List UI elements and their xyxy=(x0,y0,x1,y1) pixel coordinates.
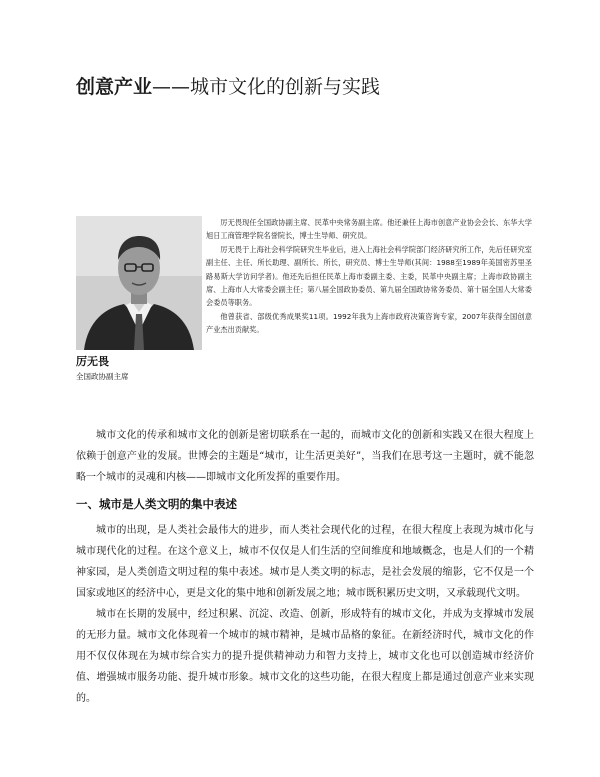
title-main: 创意产业 xyxy=(76,76,153,98)
portrait-image xyxy=(76,216,202,350)
bio-paragraph: 厉无畏于上海社会科学院研究生毕业后，进入上海社会科学院部门经济研究所工作，先后任研究室副主任、主任、所长助理、副所长、所长，研究员、博士生导师(其间：1988至1989年美国密苏里圣路易斯大学访问学者)。他还先后担任民革上海市委副主委、主委，民革中央副主席；上海市政协副主席、上海市人大常委会副主任；第八届全国政协委员、第九届全国政协常务委员、第十届全国人大常委会委员等职务。 xyxy=(206,244,532,308)
intro-paragraph: 城市文化的传承和城市文化的创新是密切联系在一起的，而城市文化的创新和实践又在很大程度上依赖于创意产业的发展。世博会的主题是“城市，让生活更美好”，当我们在思考这一主题时，就不能忽略一个城市的灵魂和内核——即城市文化所发挥的重要作用。 xyxy=(76,430,534,483)
title-rest: ——城市文化的创新与实践 xyxy=(152,76,381,98)
author-name: 厉无畏 xyxy=(76,355,109,368)
bio-paragraph: 他曾获省、部级优秀成果奖11项。1992年我为上海市政府决策咨询专家，2007年获得全国创意产业杰出贡献奖。 xyxy=(206,311,532,335)
author-portrait xyxy=(76,216,202,350)
section-body xyxy=(76,520,534,709)
section-heading: 一、城市是人类文明的集中表述 xyxy=(76,497,237,511)
bio-paragraph: 厉无畏现任全国政协副主席、民革中央常务副主席。他还兼任上海市创意产业协会会长、东华大学旭日工商管理学院名誉院长，博士生导师、研究员。 xyxy=(206,218,532,241)
author-position: 全国政协副主席 xyxy=(76,372,129,381)
page-title xyxy=(76,72,556,99)
body-paragraph: 城市在长期的发展中，经过积累、沉淀、改造、创新，形成特有的城市文化，并成为支撑城市发展的无形力量。城市文化体现着一个城市的城市精神，是城市品格的象征。在新经济时代，城市文化的作用不仅仅体现在为城市综合实力的提升提供精神动力和智力支持上，城市文化也可以创造城市经济价值、增强城市服务功能、提升城市形象。城市文化的这些功能，在很大程度上都是通过创意产业来实现的。 xyxy=(76,609,534,704)
body-paragraph: 城市的出现，是人类社会最伟大的进步，而人类社会现代化的过程，在很大程度上表现为城市化与城市现代化的过程。在这个意义上，城市不仅仅是人们生活的空间维度和地域概念，也是人们的一个精神家园，是人类创造文明过程的集中表述。城市是人类文明的标志，是社会发展的缩影，它不仅是一个国家或地区的经济中心，更是文化的集中地和创新发展之地；城市既积累历史文明，又承载现代文明。 xyxy=(76,525,534,599)
author-bio xyxy=(206,216,532,337)
